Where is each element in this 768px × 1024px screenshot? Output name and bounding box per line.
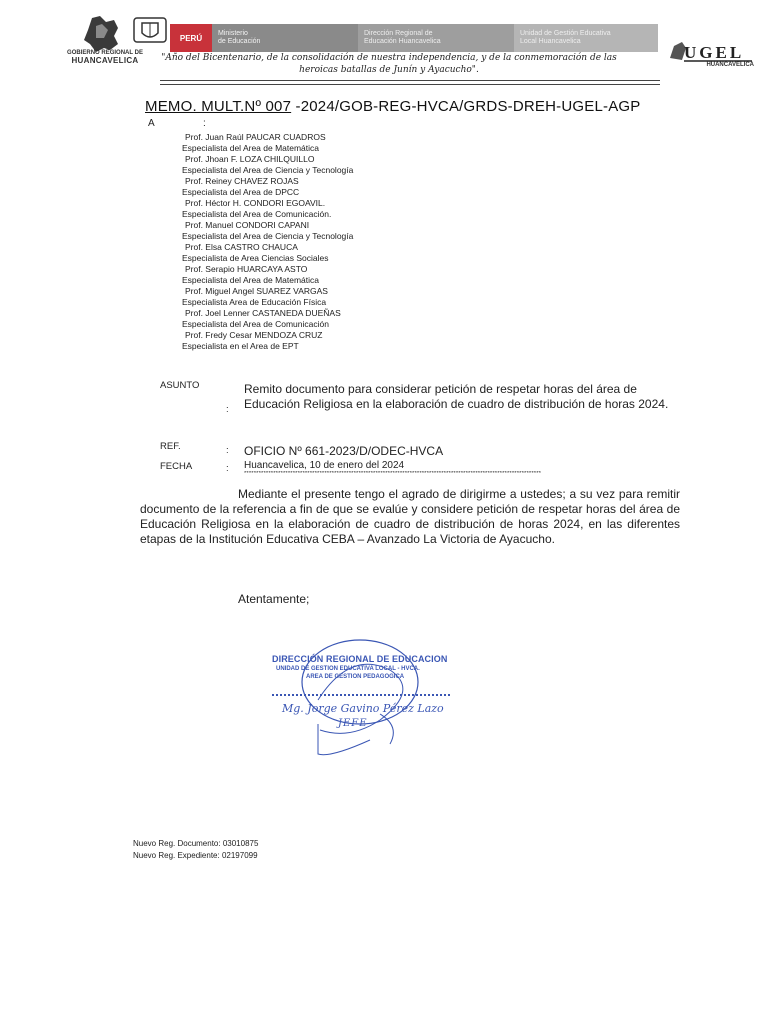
reg-expediente: Nuevo Reg. Expediente: 02197099 [133,851,258,860]
banner-dre-line2: Educación Huancavelica [364,38,441,45]
fecha-label: FECHA [160,461,193,472]
body-paragraph [140,487,680,547]
recipient-role: Especialista del Area de Matemática [182,143,320,153]
banner-peru: PERÚ [170,24,212,52]
recipient-item [182,308,353,330]
memo-title-label: MEMO. MULT. [145,98,245,115]
header-banner [170,24,658,52]
recipients-list [182,132,353,352]
recipient-role: Especialista del Area de Comunicación [182,319,329,329]
recipient-name: Prof. Juan Raúl PAUCAR CUADROS [185,132,326,142]
recipient-item [182,286,353,308]
header-divider [160,80,660,85]
recipient-name: Prof. Héctor H. CONDORI EGOAVIL. [185,198,326,208]
motto-line2: heroicas batallas de Junín y Ayacucho". [299,65,479,75]
national-shield-icon [132,15,168,45]
recipient-item [182,198,353,220]
stamp-line1: DIRECCIÓN REGIONAL DE EDUCACION [272,654,448,664]
banner-ugel-line2: Local Huancavelica [520,38,581,45]
banner-ministerio-line2: de Educación [218,38,261,45]
ref-colon: : [226,445,229,456]
recipient-role: Especialista en el Area de EPT [182,341,299,351]
recipient-name: Prof. Serapio HUARCAYA ASTO [185,264,308,274]
memo-title-code: -2024/GOB-REG-HVCA/GRDS-DREH-UGEL-AGP [291,98,641,115]
gov-name-big: HUANCAVELICA [71,56,139,65]
to-label: A [148,118,155,129]
banner-dre [358,24,514,52]
banner-ministerio-line1: Ministerio [218,30,248,37]
recipient-item [182,132,353,154]
banner-ugel-line1: Unidad de Gestión Educativa [520,30,611,37]
recipient-role: Especialista Area de Educación Física [182,297,327,307]
asunto-label: ASUNTO [160,380,200,391]
recipient-role: Especialista del Area de Comunicación. [182,209,332,219]
recipient-item [182,264,353,286]
signature-scribble-icon [230,630,470,770]
recipient-item [182,176,353,198]
stamp-line3: AREA DE GESTION PEDAGOGICA [306,674,405,680]
recipient-role: Especialista del Area de Ciencia y Tecnología [182,231,354,241]
memo-title-number: Nº 007 [244,98,292,115]
closing-text: Atentamente; [238,592,310,606]
recipient-name: Prof. Reiney CHAVEZ ROJAS [185,176,299,186]
separator-stars: ************************************************************************************************************************** [244,471,542,477]
memo-title [145,98,640,115]
asunto-colon: : [226,404,229,415]
recipient-item [182,330,353,352]
recipient-item [182,220,353,242]
recipient-name: Prof. Elsa CASTRO CHAUCA [185,242,298,252]
recipient-role: Especialista del Area de Ciencia y Tecnología [182,165,354,175]
motto-line1: "Año del Bicentenario, de la consolidación de nuestra independencia, y de la conmemoración de las [161,53,617,63]
ref-label: REF. [160,441,181,452]
gov-name-small: GOBIERNO REGIONAL DE [67,50,143,56]
stamp-signature-line [272,694,450,696]
stamp-line2: UNIDAD DE GESTION EDUCATIVA LOCAL - HVCA. [276,666,420,672]
recipient-name: Prof. Joel Lenner CASTANEDA DUEÑAS [185,308,341,318]
banner-ministerio [212,24,358,52]
svg-text:UGEL: UGEL [684,43,745,62]
ugel-subtitle: HUANCAVELICA [706,62,754,68]
recipient-name: Prof. Manuel CONDORI CAPANI [185,220,310,230]
paragraph-text: Mediante el presente tengo el agrado de dirigirme a ustedes; a su vez para remitir documento de la referencia a fin de que se evalúe y considere petición de respetar horas del área de Educación Religiosa en la elaboración de cuadro de distribución de horas 2024, en las diferentes etapas de la Institución Educativa CEBA – Avanzado La Victoria de Ayacucho. [140,487,680,546]
gobierno-regional-name [60,50,150,64]
banner-ugel [514,24,658,52]
recipient-item [182,242,353,264]
signer-name: Mg. Jorge Gavino Pérez Lazo [282,702,444,715]
recipient-role: Especialista del Area de DPCC [182,187,300,197]
fecha-colon: : [226,463,229,474]
ref-text: OFICIO Nº 661-2023/D/ODEC-HVCA [244,444,444,458]
signer-role: JEFE [338,718,368,729]
recipient-role: Especialista del Area de Matemática [182,275,320,285]
recipient-name: Prof. Jhoan F. LOZA CHILQUILLO [185,154,315,164]
fecha-text: Huancavelica, 10 de enero del 2024 [244,460,405,471]
reg-documento: Nuevo Reg. Documento: 03010875 [133,839,259,848]
recipient-role: Especialista de Area Ciencias Sociales [182,253,329,263]
asunto-text: Remito documento para considerar petición de respetar horas del área de Educación Religiosa en la elaboración de cuadro de distribución de horas 2024. [244,382,669,411]
recipient-item [182,154,353,176]
year-motto [160,52,618,76]
to-colon: : [203,118,206,129]
recipient-name: Prof. Fredy Cesar MENDOZA CRUZ [185,330,323,340]
banner-dre-line1: Dirección Regional de [364,30,433,37]
recipient-name: Prof. Miguel Angel SUAREZ VARGAS [185,286,328,296]
